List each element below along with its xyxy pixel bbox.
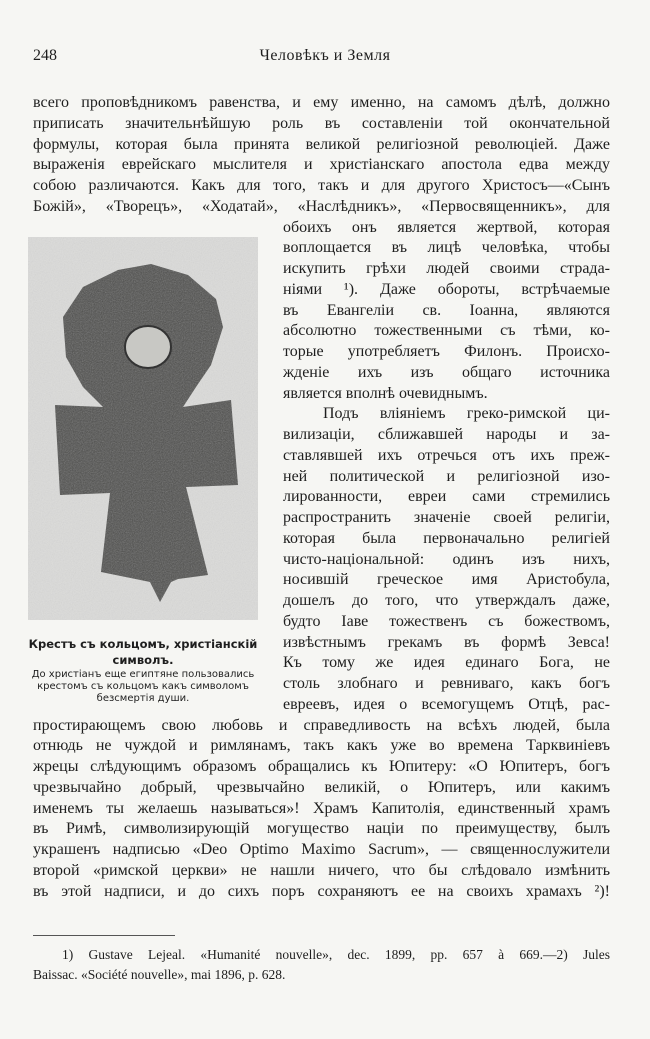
text-line: отнюдь не чуждой и римлянамъ, такъ какъ уже во времена Тарквиніевъ <box>33 737 610 755</box>
text-line: простирающемъ свою любовь и справедливость на всѣхъ людей, была <box>33 716 610 734</box>
text-line: ніями ¹). Даже обороты, встрѣчаемые <box>283 280 610 298</box>
ankh-cross-photo <box>28 237 258 620</box>
text-line: лированности, евреи сами стремились <box>283 488 610 506</box>
text-line: распространить значеніе своей религіи, <box>283 509 610 526</box>
text-line: евреевъ, идея о всемогущемъ Отцѣ, рас- <box>283 695 610 713</box>
text-line: формулы, которая была принята великой религіозной революціей. Даже <box>33 135 610 153</box>
running-title: Человѣкъ и Земля <box>259 47 391 64</box>
text-line: второй «римской церкви» не нашли ничего, что бы слѣдовало измѣнить <box>33 861 610 879</box>
caption-title-line: символъ. <box>112 653 174 667</box>
text-line: чрезвычайно добрый, чрезвычайно великій, о Юпитеръ, или какимъ <box>33 778 610 796</box>
figure-caption <box>28 636 258 705</box>
caption-desc-line: крестомъ съ кольцомъ какъ символомъ <box>37 681 249 692</box>
text-line: дошелъ до того, что утверждалъ даже, <box>283 592 610 609</box>
text-line: выраженія еврейскаго мыслителя и христіанскаго апостола едва между <box>33 156 610 174</box>
caption-desc-line: До христіанъ еще египтяне пользовались <box>31 669 255 680</box>
caption-title-line: Крестъ съ кольцомъ, христіанскій <box>28 637 258 651</box>
text-line: обоихъ онъ является жертвой, которая <box>283 218 610 236</box>
text-line: всего проповѣдникомъ равенства, и ему именно, на самомъ дѣлѣ, должно <box>33 94 610 111</box>
footnotes <box>33 945 610 985</box>
text-line: собою различаются. Какъ для того, такъ и для другого Христосъ—«Сынъ <box>33 177 610 194</box>
text-line: будто Іаве тожественъ съ божествомъ, <box>283 612 610 630</box>
text-line: въ Римѣ, символизирующій могущество націи по преимуществу, былъ <box>33 820 610 838</box>
footnote-line: 1) Gustave Lejeal. «Humanité nouvelle», dec. 1899, pp. 657 à 669.—2) Jules <box>62 947 610 962</box>
text-line: украшенъ надписью «Deo Optimo Maximo Sacrum», — священнослужители <box>33 841 610 858</box>
caption-description <box>28 669 258 705</box>
text-line: ставлявшей ихъ отречься отъ ихъ преж- <box>283 446 610 464</box>
text-line: которая была первоначально религіей <box>283 529 610 547</box>
text-line: Къ тому же идея единаго Бога, не <box>283 654 610 672</box>
caption-desc-line: безсмертія души. <box>96 693 190 704</box>
text-line: искупить грѣхи людей своими страда- <box>283 260 610 277</box>
caption-title <box>28 636 258 668</box>
page-number: 248 <box>33 47 57 64</box>
text-line: воплощается въ лицѣ человѣка, чтобы <box>283 239 610 257</box>
text-line: ней политической и религіозной изо- <box>283 467 610 485</box>
text-line: жденіе ихъ изъ общаго источника <box>283 363 610 381</box>
text-line: извѣстнымъ грекамъ въ формѣ Зевса! <box>283 633 610 651</box>
text-line: является вполнѣ очевиднымъ. <box>283 384 488 402</box>
text-line: жрецы слѣдующимъ образомъ обращались къ Юпитеру: «О Юпитеръ, богъ <box>33 758 610 775</box>
text-line: вилизаціи, сближавшей народы и за- <box>283 426 610 443</box>
text-line: въ Евангеліи св. Іоанна, являются <box>283 301 610 319</box>
text-line: въ этой надписи, и до сихъ поръ сохраняютъ ее на своихъ храмахъ ²)! <box>33 882 610 900</box>
text-line: приписать значительнѣйшую роль въ составленіи той окончательной <box>33 114 610 132</box>
text-line: чисто-національной: одинъ изъ нихъ, <box>283 550 610 568</box>
text-line: носившій греческое имя Аристобула, <box>283 571 610 589</box>
text-line: абсолютно тожественными съ тѣми, ко- <box>283 322 610 340</box>
footnote-line: Baissac. «Société nouvelle», mai 1896, p. 628. <box>33 967 286 982</box>
text-line: Божій», «Творецъ», «Ходатай», «Наслѣдникъ», «Первосвященникъ», для <box>33 197 610 215</box>
text-line: именемъ ты желаешь называться»! Храмъ Капитолія, единственный храмъ <box>33 799 610 817</box>
text-line: столь злобнаго и ревниваго, какъ богъ <box>283 675 610 692</box>
text-line: торые употребляетъ Филонъ. Происхо- <box>283 343 610 360</box>
text-line: Подъ вліяніемъ греко-римской ци- <box>323 405 610 423</box>
footnote-rule <box>33 935 175 936</box>
ankh-hole <box>125 326 171 368</box>
